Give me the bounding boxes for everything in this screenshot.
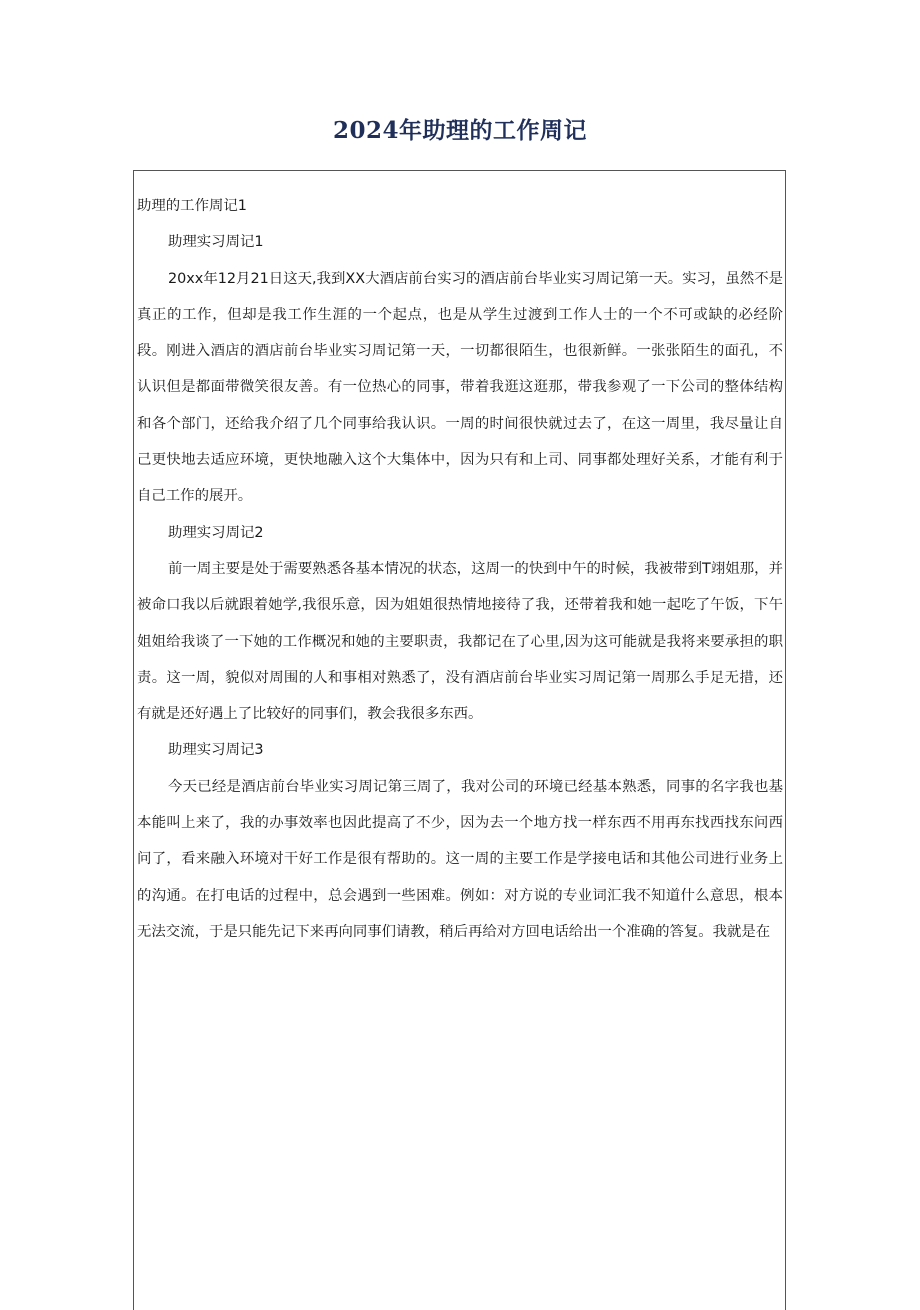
document-body — [137, 188, 783, 950]
entry-heading-3: 助理实习周记3 — [168, 742, 264, 759]
entry-heading-1: 助理实习周记1 — [168, 234, 264, 251]
entry-body-1: 20xx年12月21日这天,我到XX大酒店前台实习的酒店前台毕业实习周记第一天。实习，虽然不是真正的工作，但却是我工作生涯的一个起点，也是从学生过渡到工作人士的一个不可或缺的必经阶段。刚进入酒店的酒店前台毕业实习周记第一天，一切都很陌生，也很新鲜。一张张陌生的面孔，不认识但是都面带微笑很友善。有一位热心的同事，带着我逛这逛那，带我参观了一下公司的整体结构和各个部门，还给我介绍了几个同事给我认识。一周的时间很快就过去了，在这一周里，我尽量让自己更快地去适应环境，更快地融入这个大集体中，因为只有和上司、同事都处理好关系，才能有利于自己工作的展开。 — [137, 270, 783, 505]
entry-body-2: 前一周主要是处于需要熟悉各基本情况的状态，这周一的快到中午的时候，我被带到T翊姐那，并被命口我以后就跟着她学,我很乐意，因为姐姐很热情地接待了我，还带着我和她一起吃了午饭，下午姐姐给我谈了一下她的工作概况和她的主要职责，我都记在了心里,因为这可能就是我将来要承担的职责。这一周，貌似对周围的人和事相对熟悉了，没有酒店前台毕业实习周记第一周那么手足无措，还有就是还好遇上了比较好的同事们，教会我很多东西。 — [137, 560, 783, 723]
section-title: 助理的工作周记1 — [137, 198, 247, 214]
page-title: 2024年助理的工作周记 — [332, 117, 587, 144]
entry-body-3: 今天已经是酒店前台毕业实习周记第三周了，我对公司的环境已经基本熟悉，同事的名字我也基本能叫上来了，我的办事效率也因此提高了不少，因为去一个地方找一样东西不用再东找西找东问西问了，看来融入环境对干好工作是很有帮助的。这一周的主要工作是学接电话和其他公司进行业务上的沟通。在打电话的过程中，总会遇到一些困难。例如：对方说的专业词汇我不知道什么意思，根本无法交流，于是只能先记下来再向同事们请教，稍后再给对方回电话给出一个准确的答复。我就是在 — [137, 778, 783, 940]
entry-heading-2: 助理实习周记2 — [168, 524, 264, 541]
